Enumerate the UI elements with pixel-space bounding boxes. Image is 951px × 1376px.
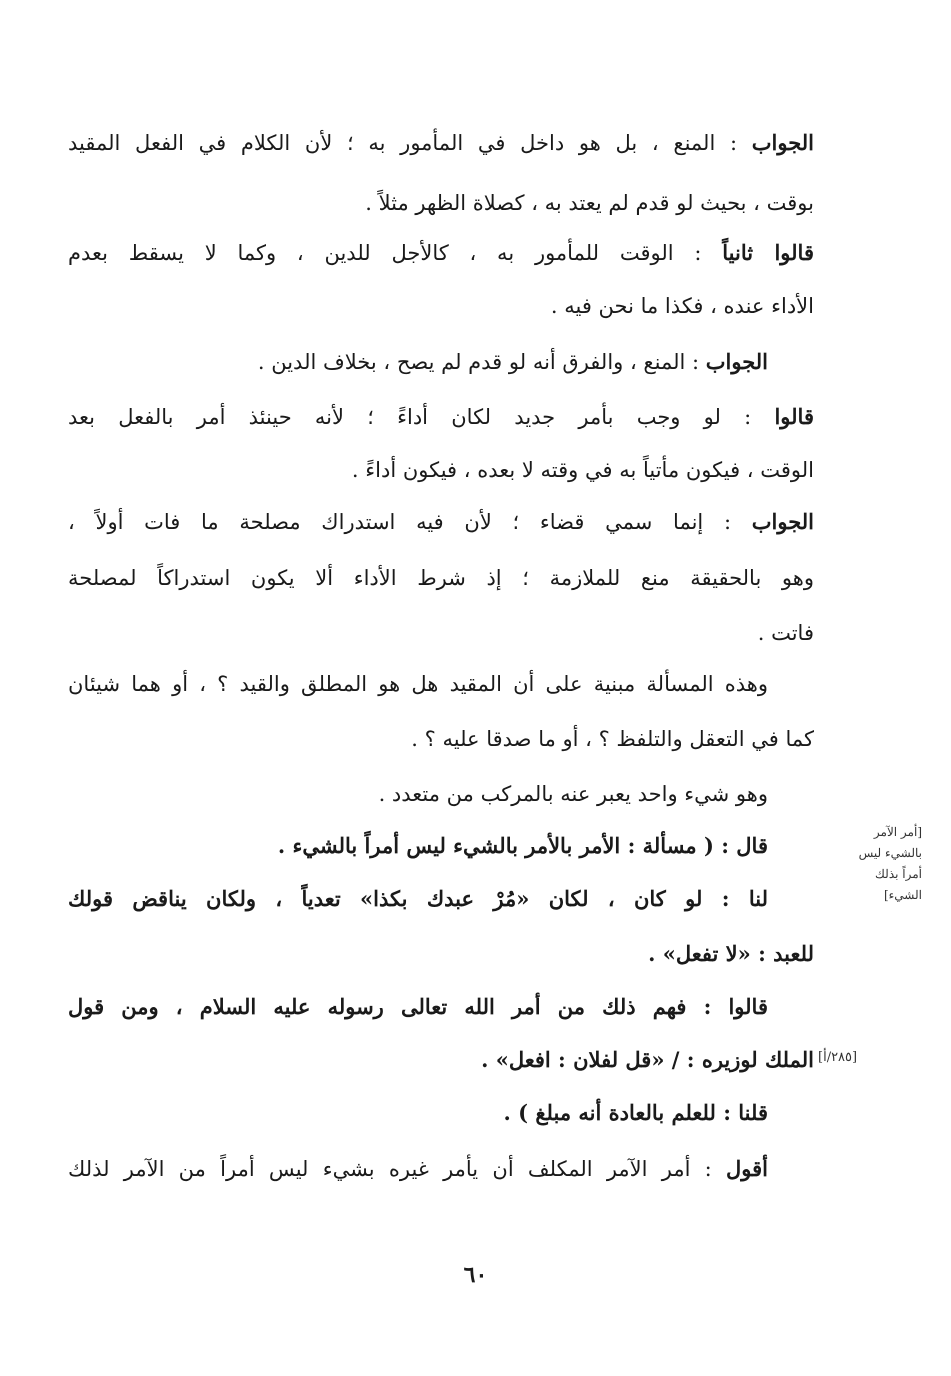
lead-word: الجواب	[751, 509, 814, 534]
line: فاتت .	[757, 621, 814, 645]
lead-word: الجواب	[751, 130, 814, 155]
lead-word: قالوا	[774, 404, 814, 429]
margin-note: [أمر الآمر بالشيء ليس أمراً بذلك الشيء]	[858, 825, 922, 902]
line: كما في التعقل والتلفظ ؟ ، أو ما صدقا عليه ؟ .	[411, 727, 814, 751]
line: الجواب : المنع ، بل هو داخل في المأمور به ؛ لأن الكلام في الفعل المقيد	[68, 130, 814, 155]
line: قالوا : لو وجب بأمر جديد لكان أداءً ؛ لأنه حينئذ أمر بالفعل بعد	[68, 404, 814, 429]
line: الأداء عنده ، فكذا ما نحن فيه .	[550, 294, 814, 318]
folio-reference: [٢٨٥/أ]	[818, 1050, 858, 1065]
line: الملك لوزيره : / «قل لفلان : افعل» .	[481, 1047, 814, 1072]
line: وهو بالحقيقة منع للملازمة ؛ إذ شرط الأداء ألا يكون استدراكاً لمصلحة	[68, 566, 814, 590]
lead-word: الجواب	[705, 349, 768, 374]
line: للعبد : «لا تفعل» .	[648, 941, 814, 966]
page-number: ٦٠	[463, 1262, 488, 1288]
line: بوقت ، بحيث لو قدم لم يعتد به ، كصلاة الظهر مثلاً .	[365, 191, 814, 215]
line: وهو شيء واحد يعبر عنه بالمركب من متعدد .	[378, 782, 768, 806]
line: لنا : لو كان ، لكان «مُرْ عبدك بكذا» تعدياً ، ولكان يناقض قولك	[68, 886, 769, 911]
line: قلنا : للعلم بالعادة أنه مبلغ ) .	[503, 1100, 768, 1125]
lead-word: لنا	[748, 886, 769, 911]
line: قالوا : فهم ذلك من أمر الله تعالى رسوله عليه السلام ، ومن قول	[68, 994, 768, 1019]
lead-word: قال	[736, 833, 768, 858]
line: الجواب : المنع ، والفرق أنه لو قدم لم يصح ، بخلاف الدين .	[257, 349, 768, 374]
line: قالوا ثانياً : الوقت للمأمور به ، كالأجل للدين ، وكما لا يسقط بعدم	[68, 240, 814, 265]
lead-word: قالوا	[728, 994, 768, 1019]
line: الوقت ، فيكون مأتياً به في وقته لا بعده ، فيكون أداءً .	[351, 458, 814, 482]
lead-word: قالوا ثانياً	[722, 240, 814, 265]
lead-word: قلنا	[738, 1100, 768, 1125]
line: أقول : أمر الآمر المكلف أن يأمر غيره بشيء ليس أمراً من الآمر لذلك	[68, 1156, 768, 1181]
lead-word: أقول	[726, 1156, 768, 1181]
line: وهذه المسألة مبنية على أن المقيد هل هو المطلق والقيد ؟ ، أو هما شيئان	[68, 672, 768, 696]
line: قال : ( مسألة : الأمر بالأمر بالشيء ليس أمراً بالشيء .	[277, 833, 768, 858]
line: الجواب : إنما سمي قضاء ؛ لأن فيه استدراك مصلحة ما فات أولاً ،	[68, 509, 814, 534]
